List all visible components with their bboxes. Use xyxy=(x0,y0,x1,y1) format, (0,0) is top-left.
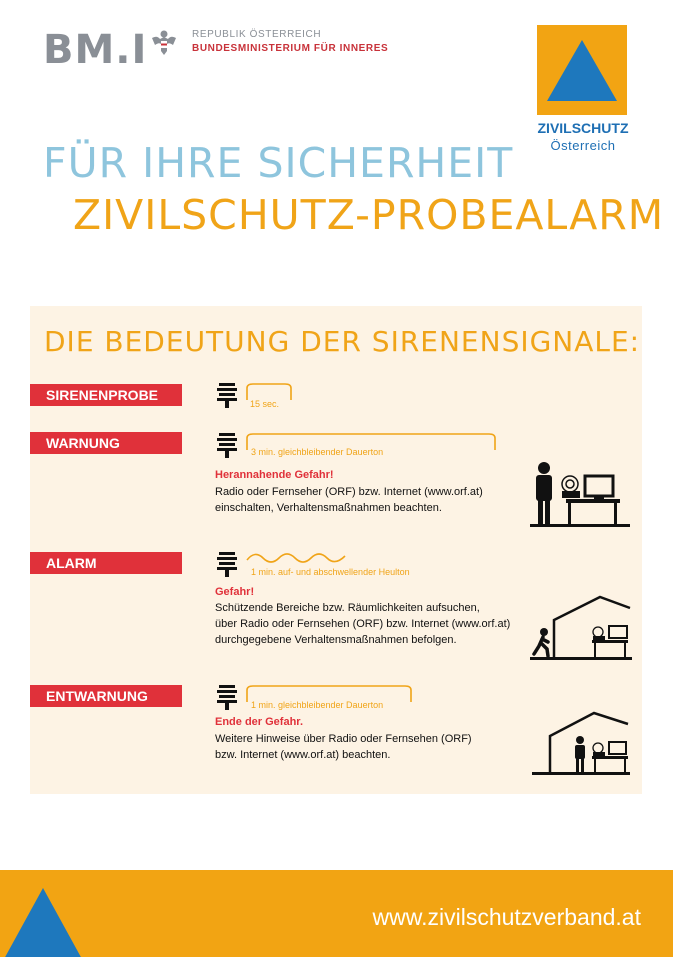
siren-icon xyxy=(216,551,238,577)
ministry-label: BUNDESMINISTERIUM FÜR INNERES xyxy=(192,43,389,54)
illustration-house-person xyxy=(532,710,630,776)
person-icon xyxy=(575,736,585,772)
signal-description xyxy=(215,731,472,763)
description-line: bzw. Internet (www.orf.at) beachten. xyxy=(215,749,391,761)
signal-headline: Gefahr! xyxy=(215,586,255,598)
description-line: Radio oder Fernseher (ORF) bzw. Internet (www.orf.at) xyxy=(215,486,483,498)
republic-label: REPUBLIK ÖSTERREICH xyxy=(192,29,322,40)
signal-headline: Ende der Gefahr. xyxy=(215,716,304,728)
signal-note: 1 min. gleichbleibender Dauerton xyxy=(251,700,384,710)
description-line: durchgegebene Verhaltensmaßnahmen befolgen. xyxy=(215,634,457,646)
signal-note: 3 min. gleichbleibender Dauerton xyxy=(251,447,384,457)
zivilschutz-logo-name: ZIVILSCHUTZ xyxy=(537,120,629,136)
footer-triangle-icon xyxy=(0,870,120,957)
house-icon xyxy=(554,597,630,658)
siren-icon xyxy=(216,684,238,710)
signal-label-sirenenprobe: SIRENENPROBE xyxy=(30,384,182,406)
radio-icon xyxy=(562,476,580,498)
heading-line1: FÜR IHRE SICHERHEIT xyxy=(43,139,514,187)
illustration-person-tv xyxy=(530,460,630,528)
ministry-logo: BM.I xyxy=(43,27,148,73)
tv-icon xyxy=(609,626,627,638)
signal-description xyxy=(215,600,510,648)
signal-note: 15 sec. xyxy=(250,399,280,409)
radio-icon xyxy=(593,627,605,640)
siren-icon xyxy=(216,432,238,458)
illustration-house-walking xyxy=(530,594,632,662)
triangle-logo-icon xyxy=(537,25,627,115)
zivilschutz-logo xyxy=(537,25,627,115)
tv-icon xyxy=(609,742,626,754)
tv-icon xyxy=(585,476,613,499)
signal-label-warnung: WARNUNG xyxy=(30,432,182,454)
description-line: Weitere Hinweise über Radio oder Fernsehen (ORF) xyxy=(215,733,472,745)
description-line: Schützende Bereiche bzw. Räumlichkeiten aufsuchen, xyxy=(215,602,480,614)
person-icon xyxy=(536,462,552,524)
siren-icon xyxy=(216,382,238,408)
signal-label-entwarnung: ENTWARNUNG xyxy=(30,685,182,707)
heading-line2: ZIVILSCHUTZ-PROBEALARM xyxy=(73,191,665,239)
description-line: einschalten, Verhaltensmaßnahmen beachten. xyxy=(215,502,442,514)
radio-icon xyxy=(593,743,605,756)
description-line: über Radio oder Fernsehen (ORF) bzw. Internet (www.orf.at) xyxy=(215,618,511,630)
footer-url-link[interactable]: www.zivilschutzverband.at xyxy=(372,904,641,930)
panel-title: DIE BEDEUTUNG DER SIRENENSIGNALE: xyxy=(44,325,641,358)
signal-wave-rising-falling xyxy=(245,548,349,568)
signal-label-alarm: ALARM xyxy=(30,552,182,574)
signal-description xyxy=(215,484,483,516)
signal-headline: Herannahende Gefahr! xyxy=(215,469,334,481)
austrian-eagle-icon xyxy=(151,29,177,57)
signal-note: 1 min. auf- und abschwellender Heulton xyxy=(251,567,410,577)
walking-person-icon xyxy=(534,628,548,656)
zivilschutz-logo-sub: Österreich xyxy=(550,138,616,153)
